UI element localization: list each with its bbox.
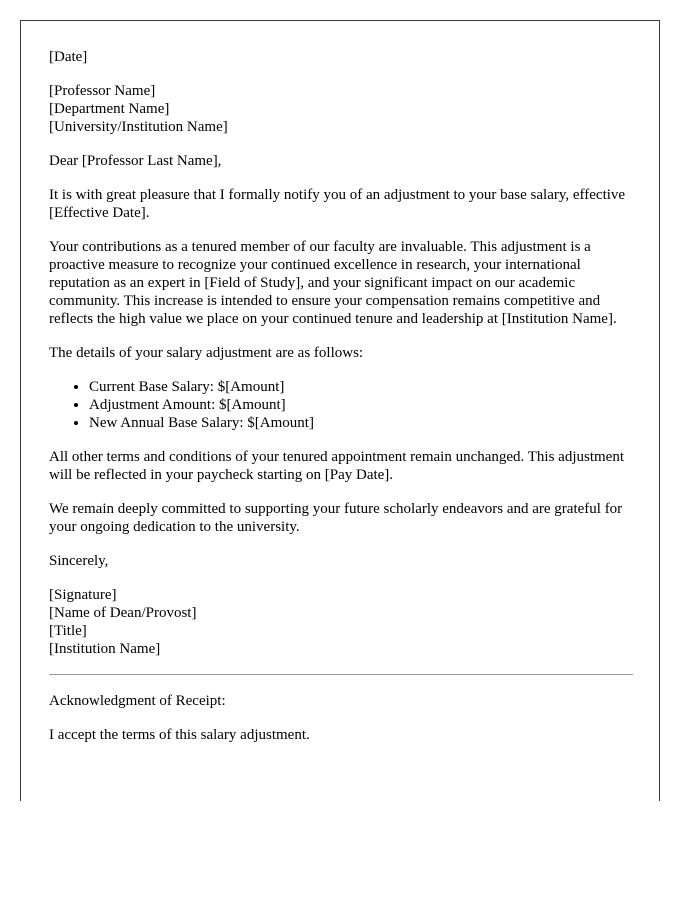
paragraph-commitment: We remain deeply committed to supporting your future scholarly endeavors and are grateful for your ongoing dedication to the university. [49, 501, 623, 535]
signer-name: [Name of Dean/Provost] [49, 605, 197, 621]
section-divider [49, 674, 633, 675]
paragraph-terms: All other terms and conditions of your tenured appointment remain unchanged. This adjustment will be reflected in your paycheck starting on [Pay Date]. [49, 449, 625, 483]
letter-page [20, 20, 660, 801]
acknowledgment-text: I accept the terms of this salary adjustment. [49, 727, 310, 743]
salary-details-list [49, 378, 633, 432]
list-item-new-salary: • New Annual Base Salary: $[Amount] [89, 414, 633, 432]
signer-title: [Title] [49, 623, 87, 639]
recipient-address [49, 82, 633, 136]
signature-line: [Signature] [49, 587, 117, 603]
recipient-department: [Department Name] [49, 101, 170, 117]
date-block [49, 48, 633, 66]
list-item-adjustment-amount: • Adjustment Amount: $[Amount] [89, 396, 633, 414]
closing: Sincerely, [49, 553, 109, 569]
salutation: Dear [Professor Last Name], [49, 153, 222, 169]
list-item-current-salary: • Current Base Salary: $[Amount] [89, 378, 633, 396]
paragraph-notification: It is with great pleasure that I formally notify you of an adjustment to your base salary, effective [Effective Date]. [49, 187, 626, 221]
letter-date: [Date] [49, 49, 88, 65]
signature-block [49, 586, 633, 658]
details-intro: The details of your salary adjustment are as follows: [49, 345, 364, 361]
signer-institution: [Institution Name] [49, 641, 161, 657]
recipient-name: [Professor Name] [49, 83, 156, 99]
acknowledgment-heading: Acknowledgment of Receipt: [49, 693, 226, 709]
recipient-institution: [University/Institution Name] [49, 119, 228, 135]
letter-body [49, 48, 633, 760]
paragraph-contributions: Your contributions as a tenured member of our faculty are invaluable. This adjustment is a proactive measure to recognize your continued excellence in research, your international reputation as an expert in [Field of Study], and your significant impact on our academic community. This increase is intended to ensure your compensation remains competitive and reflects the high value we place on your continued tenure and leadership at [Institution Name]. [49, 239, 617, 327]
